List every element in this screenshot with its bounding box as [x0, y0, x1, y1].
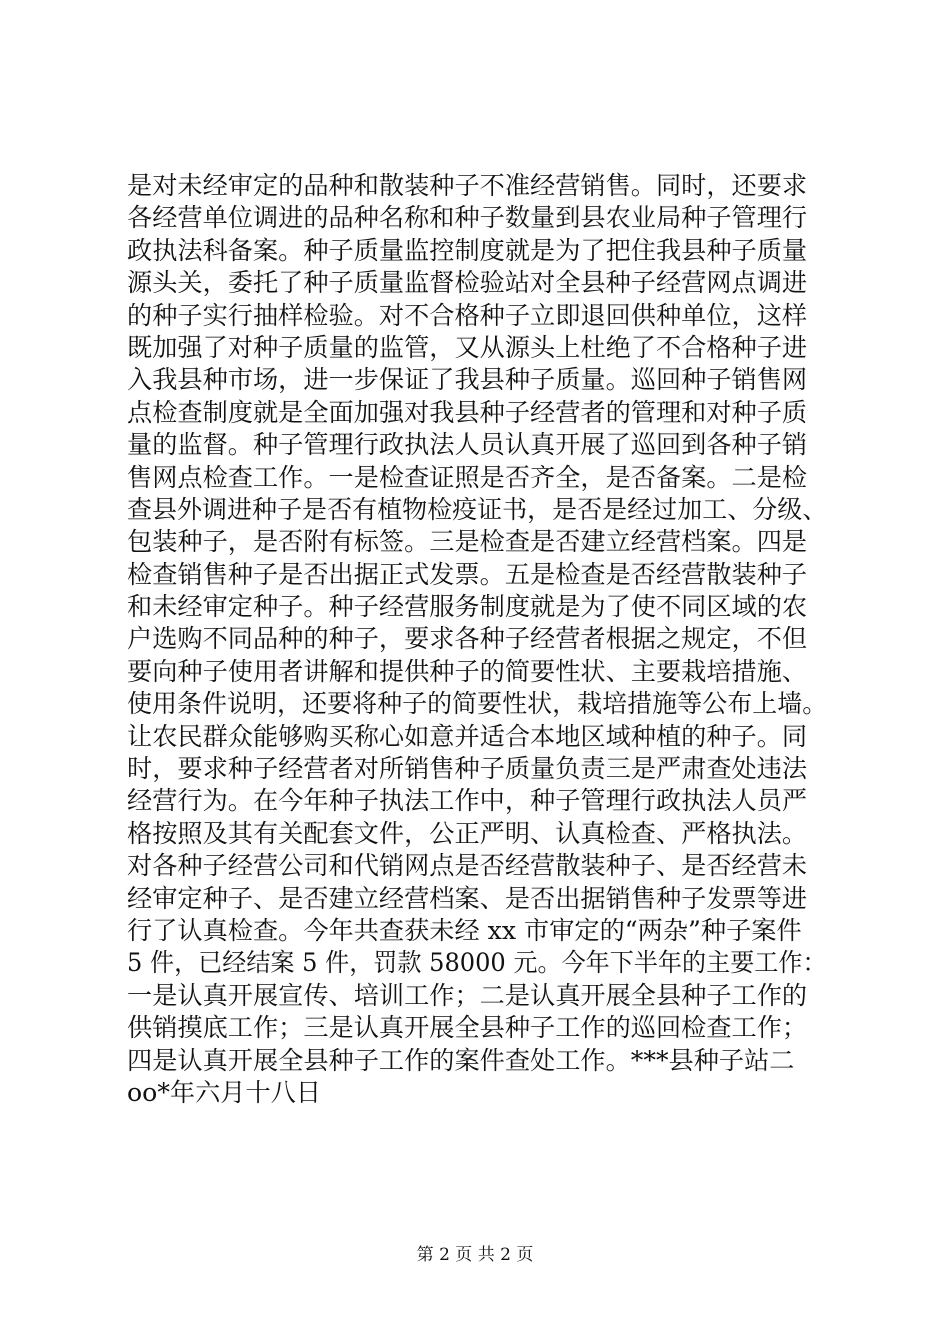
body-text-line: oo*年六月十八日 [127, 1077, 322, 1107]
body-text-line: 要向种子使用者讲解和提供种子的简要性状、主要栽培措施、 [127, 656, 808, 686]
body-text-line: 量的监督。种子管理行政执法人员认真开展了巡回到各种子销 [127, 430, 808, 460]
body-text-line: 查县外调进种子是否有植物检疫证书，是否是经过加工、分级、 [127, 494, 828, 524]
body-text-line: 5 件，已经结案 5 件，罚款 58000 元。今年下半年的主要工作： [127, 948, 827, 978]
body-text-line: 对各种子经营公司和代销网点是否经营散装种子、是否经营未 [127, 851, 808, 881]
body-text-line: 四是认真开展全县种子工作的案件查处工作。***县种子站二 [127, 1045, 795, 1075]
body-text-line: 经营行为。在今年种子执法工作中，种子管理行政执法人员严 [127, 786, 808, 816]
body-text-line: 既加强了对种子质量的监管，又从源头上杜绝了不合格种子进 [127, 332, 808, 362]
body-text-line: 让农民群众能够购买称心如意并适合本地区域种植的种子。同 [127, 721, 808, 751]
document-body [127, 170, 827, 1109]
body-text-line: 一是认真开展宣传、培训工作；二是认真开展全县种子工作的 [127, 980, 808, 1010]
body-text-line: 经审定种子、是否建立经营档案、是否出据销售种子发票等进 [127, 883, 808, 913]
body-text-line: 格按照及其有关配套文件，公正严明、认真检查、严格执法。 [127, 818, 808, 848]
body-text-line: 户选购不同品种的种子，要求各种子经营者根据之规定，不但 [127, 624, 808, 654]
body-text-line: 检查销售种子是否出据正式发票。五是检查是否经营散装种子 [127, 559, 808, 589]
body-text-line: 源头关，委托了种子质量监督检验站对全县种子经营网点调进 [127, 268, 808, 298]
body-text-line: 的种子实行抽样检验。对不合格种子立即退回供种单位，这样 [127, 300, 808, 330]
body-text-line: 包装种子，是否附有标签。三是检查是否建立经营档案。四是 [127, 527, 808, 557]
body-text-line: 各经营单位调进的品种名称和种子数量到县农业局种子管理行 [127, 203, 808, 233]
body-text-line: 时，要求种子经营者对所销售种子质量负责三是严肃查处违法 [127, 754, 808, 784]
body-text-line: 是对未经审定的品种和散装种子不准经营销售。同时，还要求 [127, 171, 808, 200]
body-text-line: 点检查制度就是全面加强对我县种子经营者的管理和对种子质 [127, 397, 808, 427]
page-number-footer: 第 2 页 共 2 页 [416, 1245, 534, 1265]
body-text-line: 使用条件说明，还要将种子的简要性状，栽培措施等公布上墙。 [127, 689, 828, 719]
body-text-line: 售网点检查工作。一是检查证照是否齐全，是否备案。二是检 [127, 462, 808, 492]
body-text-line: 入我县种市场，进一步保证了我县种子质量。巡回种子销售网 [127, 365, 808, 395]
body-text-line: 供销摸底工作；三是认真开展全县种子工作的巡回检查工作； [127, 1013, 808, 1043]
body-text-line: 行了认真检查。今年共查获未经 xx 市审定的“两杂”种子案件 [127, 915, 802, 945]
body-text-line: 和未经审定种子。种子经营服务制度就是为了使不同区域的农 [127, 592, 808, 622]
body-text-line: 政执法科备案。种子质量监控制度就是为了把住我县种子质量 [127, 235, 808, 265]
